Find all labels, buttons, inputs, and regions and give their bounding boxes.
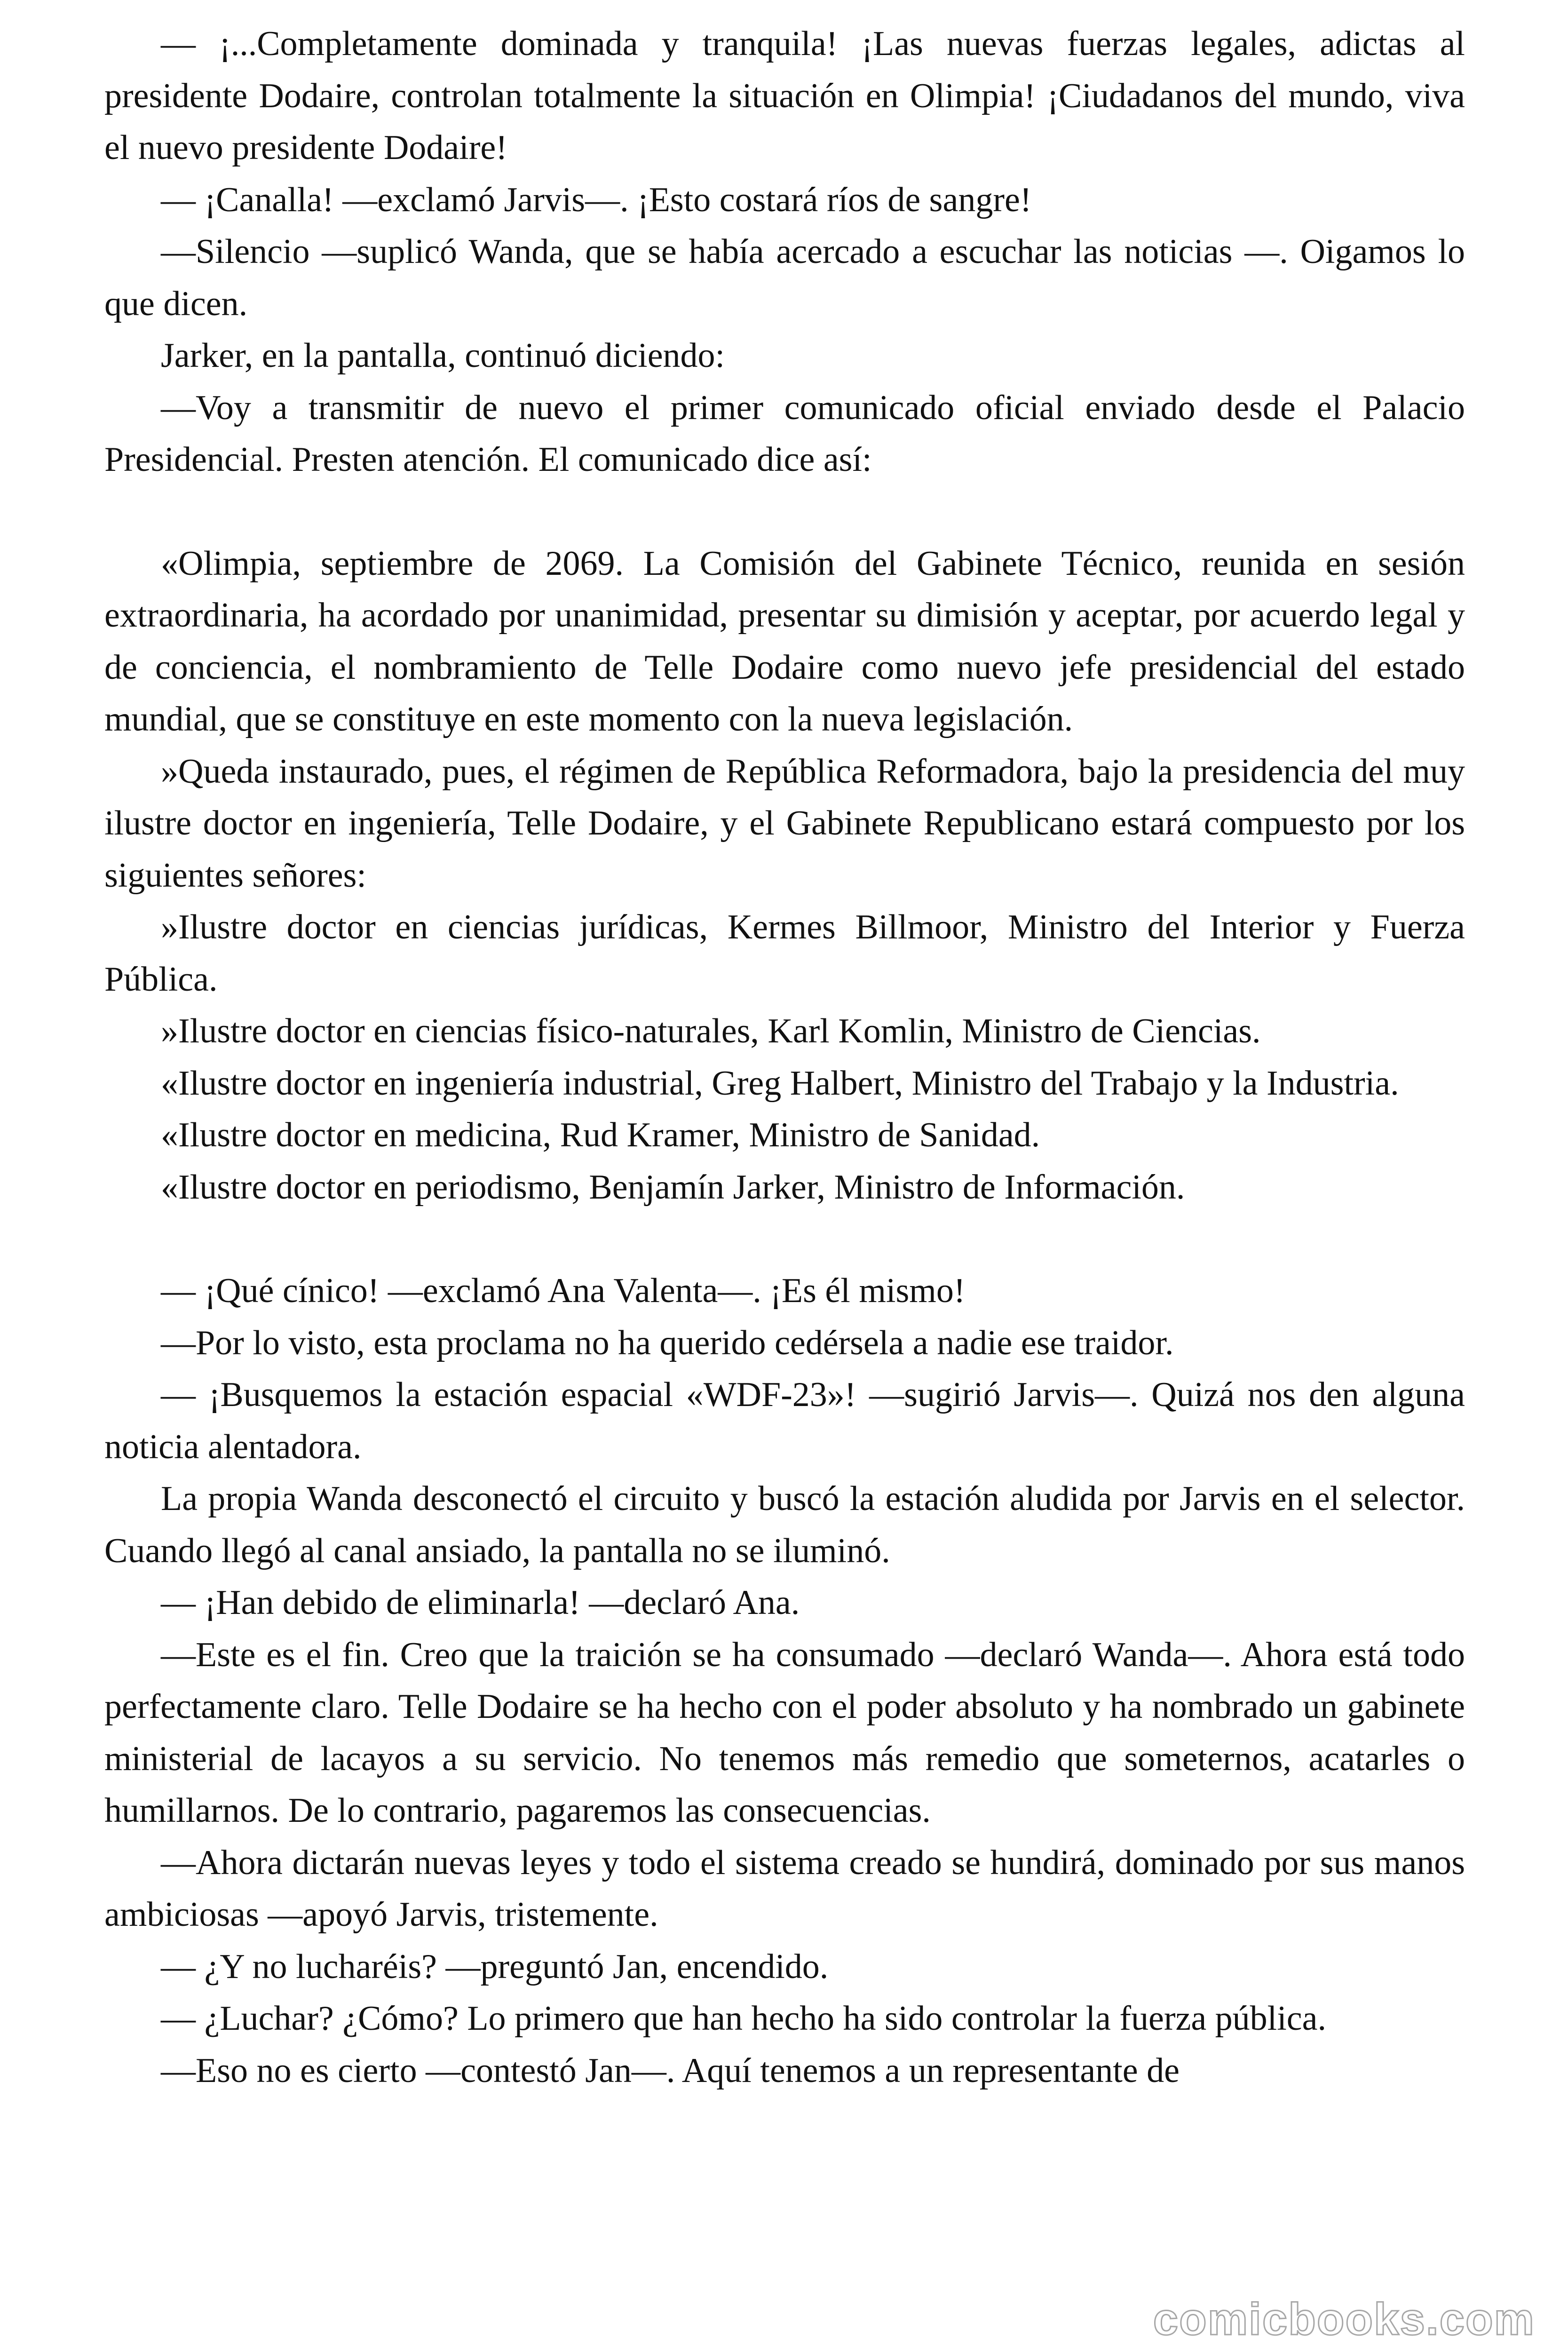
paragraph-20: — ¿Y no lucharéis? —preguntó Jan, encendido. xyxy=(161,1947,829,1986)
paragraph-3: —Silencio —suplicó Wanda, que se había acercado a escuchar las noticias —. Oigamos lo que dicen. xyxy=(104,232,1465,323)
paragraph-2: — ¡Canalla! —exclamó Jarvis—. ¡Esto costará ríos de sangre! xyxy=(161,180,1032,219)
paragraph-14: —Por lo visto, esta proclama no ha querido cedérsela a nadie ese traidor. xyxy=(161,1323,1174,1362)
communique-paragraph-4: »Ilustre doctor en ciencias físico-naturales, Karl Komlin, Ministro de Ciencias. xyxy=(161,1012,1261,1050)
paragraph-22: —Eso no es cierto —contestó Jan—. Aquí tenemos a un representante de xyxy=(161,2051,1180,2090)
paragraph-21: — ¿Luchar? ¿Cómo? Lo primero que han hecho ha sido controlar la fuerza pública. xyxy=(161,1999,1326,2038)
communique-paragraph-2: »Queda instaurado, pues, el régimen de República Reformadora, bajo la presidencia del muy ilustre doctor en ingeniería, Telle Dodaire, y el Gabinete Republicano estará compuesto por los siguientes señores: xyxy=(104,752,1465,895)
communique-paragraph-7: «Ilustre doctor en periodismo, Benjamín Jarker, Ministro de Información. xyxy=(161,1168,1185,1207)
paragraph-4: Jarker, en la pantalla, continuó diciendo: xyxy=(161,336,725,375)
watermark-logo: comicbooks.com xyxy=(1153,2294,1535,2344)
paragraph-19: —Ahora dictarán nuevas leyes y todo el sistema creado se hundirá, dominado por sus manos ambiciosas —apoyó Jarvis, tristemente. xyxy=(104,1843,1465,1934)
paragraph-13: — ¡Qué cínico! —exclamó Ana Valenta—. ¡Es él mismo! xyxy=(161,1271,966,1310)
communique-paragraph-6: «Ilustre doctor en medicina, Rud Kramer, Ministro de Sanidad. xyxy=(161,1116,1040,1154)
communique-paragraph-1: «Olimpia, septiembre de 2069. La Comisión del Gabinete Técnico, reunida en sesión extraordinaria, ha acordado por unanimidad, presentar su dimisión y aceptar, por acuerdo legal y de conciencia, el nombramiento de Telle Dodaire como nuevo jefe presidencial del estado mundial, que se constituye en este momento con la nueva legislación. xyxy=(104,544,1465,739)
paragraph-18: —Este es el fin. Creo que la traición se ha consumado —declaró Wanda—. Ahora está todo perfectamente claro. Telle Dodaire se ha hecho con el poder absoluto y ha nombrado un gabinete ministerial de lacayos a su servicio. No tenemos más remedio que someternos, acatarles o humillarnos. De lo contrario, pagaremos las consecuencias. xyxy=(104,1635,1465,1830)
paragraph-5: —Voy a transmitir de nuevo el primer comunicado oficial enviado desde el Palacio Presidencial. Presten atención. El comunicado dice así: xyxy=(104,388,1465,479)
paragraph-15: — ¡Busquemos la estación espacial «WDF-23»! —sugirió Jarvis—. Quizá nos den alguna noticia alentadora. xyxy=(104,1375,1465,1466)
communique-paragraph-3: »Ilustre doctor en ciencias jurídicas, Kermes Billmoor, Ministro del Interior y Fuerza Pública. xyxy=(104,908,1465,999)
paragraph-1: — ¡...Completamente dominada y tranquila! ¡Las nuevas fuerzas legales, adictas al presidente Dodaire, controlan totalmente la situación en Olimpia! ¡Ciudadanos del mundo, viva el nuevo presidente Dodaire! xyxy=(104,24,1465,167)
communique-paragraph-5: «Ilustre doctor en ingeniería industrial, Greg Halbert, Ministro del Trabajo y la Industria. xyxy=(161,1064,1399,1103)
paragraph-17: — ¡Han debido de eliminarla! —declaró Ana. xyxy=(161,1583,800,1622)
paragraph-16: La propia Wanda desconectó el circuito y buscó la estación aludida por Jarvis en el selector. Cuando llegó al canal ansiado, la pantalla no se iluminó. xyxy=(104,1479,1465,1570)
text-column xyxy=(104,18,1465,2097)
